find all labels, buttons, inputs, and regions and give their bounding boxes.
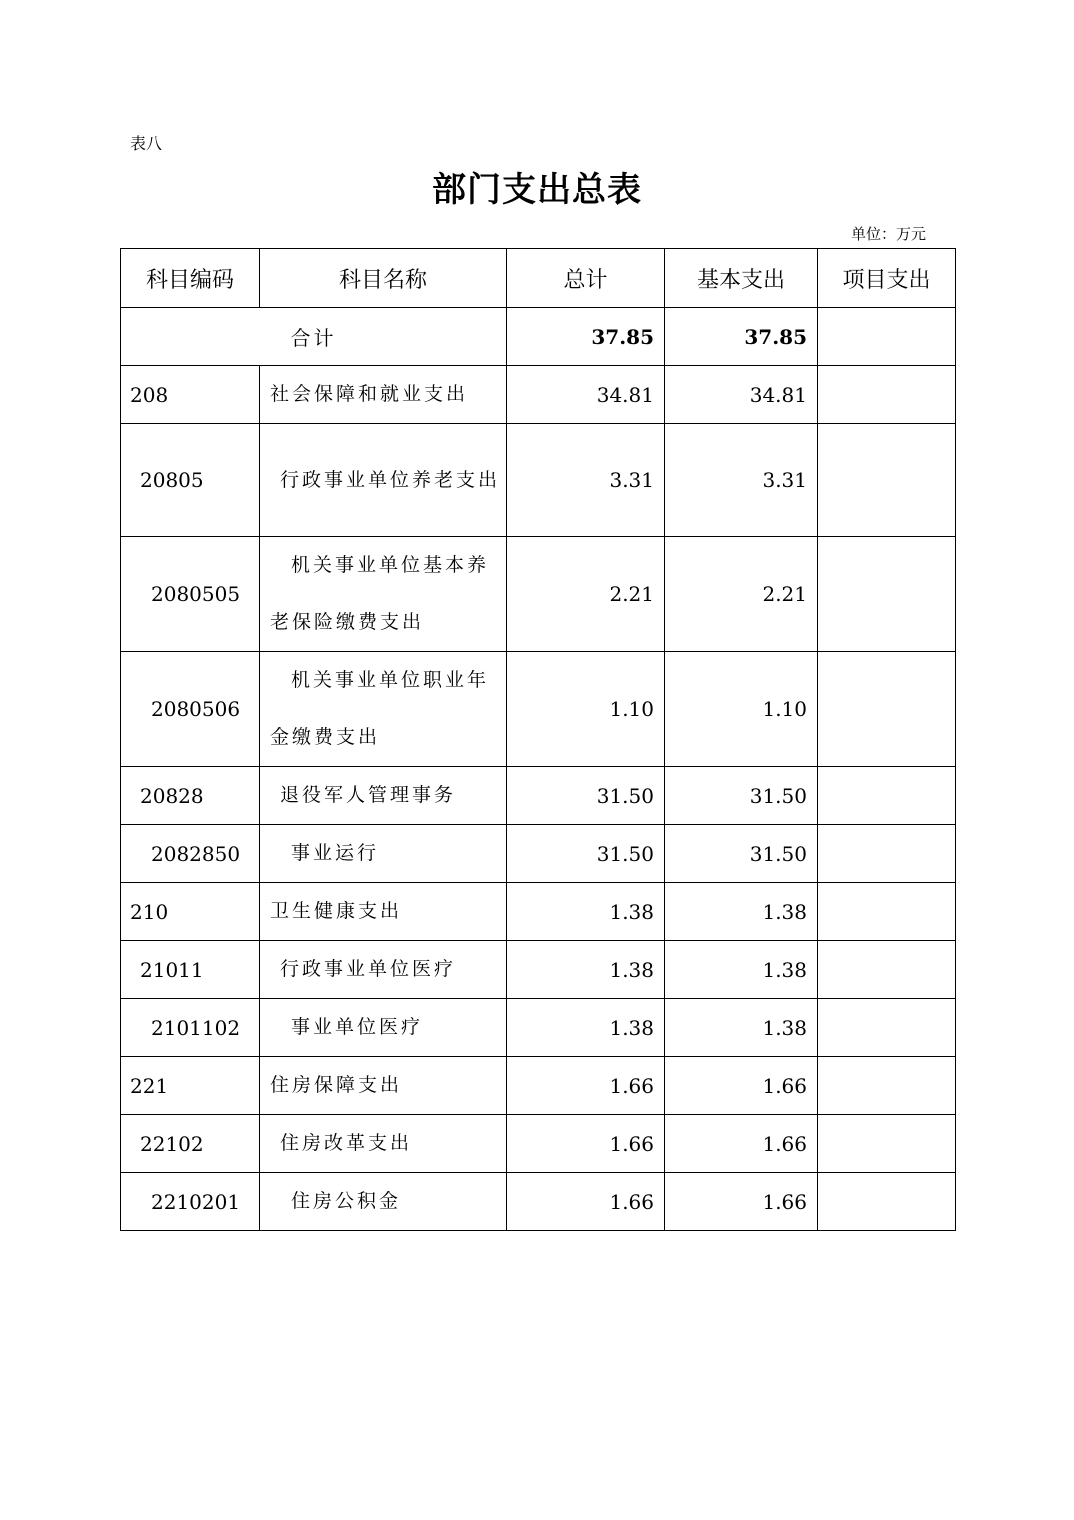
row-basic: 3.31 (665, 424, 818, 537)
table-row (121, 1173, 956, 1231)
row-project (818, 767, 956, 825)
row-total: 31.50 (507, 767, 665, 825)
table-row (121, 1057, 956, 1115)
row-total: 1.38 (507, 941, 665, 999)
row-basic: 1.66 (665, 1173, 818, 1231)
column-header-project: 项目支出 (818, 249, 956, 308)
row-total: 3.31 (507, 424, 665, 537)
row-total: 1.10 (507, 652, 665, 767)
row-code: 22102 (121, 1115, 260, 1173)
row-code: 2082850 (121, 825, 260, 883)
column-header-total: 总计 (507, 249, 665, 308)
row-project (818, 652, 956, 767)
table-row (121, 424, 956, 537)
row-basic: 2.21 (665, 537, 818, 652)
table-row (121, 999, 956, 1057)
table-number-label: 表八 (130, 134, 163, 153)
row-total: 2.21 (507, 537, 665, 652)
row-project (818, 825, 956, 883)
row-code: 2080505 (121, 537, 260, 652)
row-name: 退役军人管理事务 (260, 767, 507, 825)
row-project (818, 883, 956, 941)
row-name: 事业运行 (260, 825, 507, 883)
table-row (121, 941, 956, 999)
total-basic: 37.85 (665, 308, 818, 366)
column-header-basic: 基本支出 (665, 249, 818, 308)
row-code: 21011 (121, 941, 260, 999)
expenditure-table (120, 248, 956, 1231)
row-name: 住房保障支出 (260, 1057, 507, 1115)
row-code: 208 (121, 366, 260, 424)
table-row (121, 1115, 956, 1173)
row-code: 2080506 (121, 652, 260, 767)
table-row (121, 652, 956, 767)
row-basic: 1.38 (665, 999, 818, 1057)
row-project (818, 1173, 956, 1231)
row-total: 31.50 (507, 825, 665, 883)
total-row (121, 308, 956, 366)
row-total: 1.38 (507, 999, 665, 1057)
table-row (121, 767, 956, 825)
row-code: 2101102 (121, 999, 260, 1057)
total-amount: 37.85 (507, 308, 665, 366)
row-code: 2210201 (121, 1173, 260, 1231)
row-basic: 1.66 (665, 1115, 818, 1173)
row-total: 1.38 (507, 883, 665, 941)
row-total: 1.66 (507, 1173, 665, 1231)
row-basic: 1.10 (665, 652, 818, 767)
row-basic: 31.50 (665, 825, 818, 883)
unit-label: 单位：万元 (850, 225, 926, 243)
row-project (818, 999, 956, 1057)
row-name: 事业单位医疗 (260, 999, 507, 1057)
row-code: 221 (121, 1057, 260, 1115)
row-name: 社会保障和就业支出 (260, 366, 507, 424)
row-project (818, 941, 956, 999)
row-name: 行政事业单位养老支出 (260, 424, 507, 537)
row-name: 机关事业单位基本养老保险缴费支出 (260, 537, 507, 652)
row-project (818, 1115, 956, 1173)
row-name: 行政事业单位医疗 (260, 941, 507, 999)
row-name: 卫生健康支出 (260, 883, 507, 941)
row-total: 1.66 (507, 1115, 665, 1173)
row-basic: 1.38 (665, 883, 818, 941)
column-header-code: 科目编码 (121, 249, 260, 308)
page-title: 部门支出总表 (432, 170, 642, 210)
row-project (818, 537, 956, 652)
table-row (121, 825, 956, 883)
row-code: 20805 (121, 424, 260, 537)
table-row (121, 366, 956, 424)
row-project (818, 366, 956, 424)
table-row (121, 537, 956, 652)
row-project (818, 424, 956, 537)
table-row (121, 883, 956, 941)
row-basic: 1.38 (665, 941, 818, 999)
row-total: 1.66 (507, 1057, 665, 1115)
row-code: 210 (121, 883, 260, 941)
row-name: 机关事业单位职业年金缴费支出 (260, 652, 507, 767)
total-label: 合计 (121, 308, 507, 366)
row-name: 住房公积金 (260, 1173, 507, 1231)
row-code: 20828 (121, 767, 260, 825)
row-name: 住房改革支出 (260, 1115, 507, 1173)
row-total: 34.81 (507, 366, 665, 424)
row-basic: 31.50 (665, 767, 818, 825)
row-basic: 34.81 (665, 366, 818, 424)
total-project (818, 308, 956, 366)
row-project (818, 1057, 956, 1115)
column-header-name: 科目名称 (260, 249, 507, 308)
table-header-row (121, 249, 956, 308)
row-basic: 1.66 (665, 1057, 818, 1115)
